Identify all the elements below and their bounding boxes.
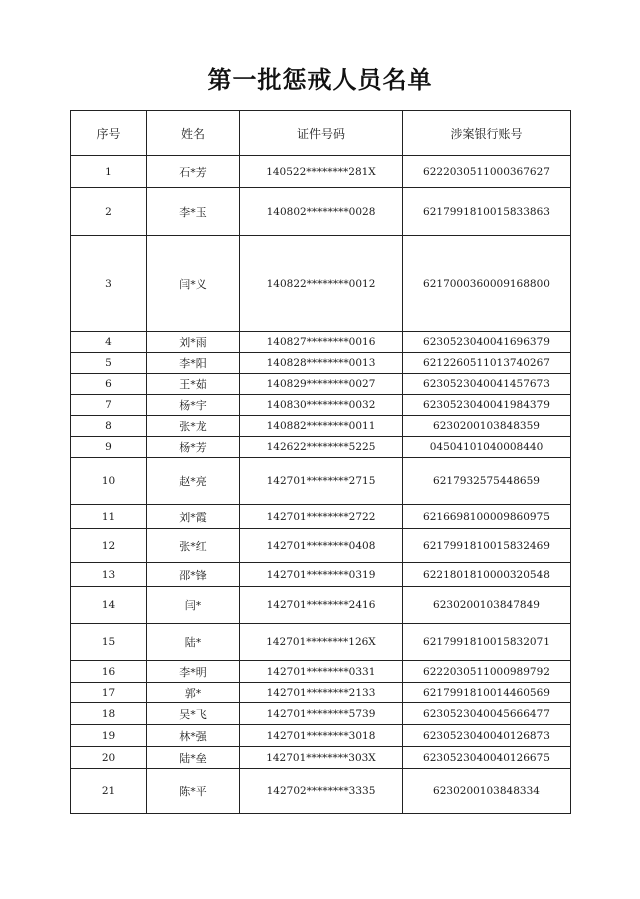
row-bank-account: 6230523040041457673	[403, 374, 571, 395]
table-row	[71, 563, 571, 587]
row-seq: 10	[71, 458, 147, 505]
row-name: 张*红	[147, 529, 240, 563]
row-seq: 15	[71, 624, 147, 661]
row-bank-account: 04504101040008440	[403, 437, 571, 458]
row-name: 刘*雨	[147, 332, 240, 353]
row-seq: 16	[71, 661, 147, 683]
table-row	[71, 661, 571, 683]
row-seq: 18	[71, 703, 147, 725]
row-name: 赵*亮	[147, 458, 240, 505]
row-bank-account: 6221801810000320548	[403, 563, 571, 587]
row-bank-account: 6217991810014460569	[403, 683, 571, 703]
row-bank-account: 6216698100009860975	[403, 505, 571, 529]
row-seq: 3	[71, 236, 147, 332]
row-name: 陆*垒	[147, 747, 240, 769]
row-id-number: 140882********0011	[240, 416, 403, 437]
table-row	[71, 703, 571, 725]
row-name: 陈*平	[147, 769, 240, 814]
row-name: 闫*义	[147, 236, 240, 332]
row-name: 邵*锋	[147, 563, 240, 587]
row-seq: 1	[71, 156, 147, 188]
table-row	[71, 624, 571, 661]
table-row	[71, 437, 571, 458]
row-name: 李*阳	[147, 353, 240, 374]
row-id-number: 142701********0331	[240, 661, 403, 683]
row-name: 陆*	[147, 624, 240, 661]
row-id-number: 142701********126X	[240, 624, 403, 661]
row-bank-account: 6222030511000989792	[403, 661, 571, 683]
header-bank-account: 涉案银行账号	[403, 111, 571, 156]
row-bank-account: 6230200103847849	[403, 587, 571, 624]
row-bank-account: 6212260511013740267	[403, 353, 571, 374]
row-id-number: 142701********2416	[240, 587, 403, 624]
row-id-number: 140828********0013	[240, 353, 403, 374]
row-bank-account: 6217932575448659	[403, 458, 571, 505]
row-id-number: 140830********0032	[240, 395, 403, 416]
row-name: 李*明	[147, 661, 240, 683]
row-id-number: 140522********281X	[240, 156, 403, 188]
table-row	[71, 769, 571, 814]
row-id-number: 142701********0408	[240, 529, 403, 563]
row-name: 王*茹	[147, 374, 240, 395]
row-id-number: 140829********0027	[240, 374, 403, 395]
row-seq: 7	[71, 395, 147, 416]
row-seq: 5	[71, 353, 147, 374]
table-row	[71, 374, 571, 395]
row-seq: 20	[71, 747, 147, 769]
table-row	[71, 683, 571, 703]
table-body	[71, 156, 571, 814]
row-seq: 19	[71, 725, 147, 747]
table-row	[71, 458, 571, 505]
row-name: 闫*	[147, 587, 240, 624]
table-row	[71, 395, 571, 416]
table-row	[71, 505, 571, 529]
row-bank-account: 6222030511000367627	[403, 156, 571, 188]
row-name: 杨*芳	[147, 437, 240, 458]
row-bank-account: 6230523040040126675	[403, 747, 571, 769]
row-name: 杨*宇	[147, 395, 240, 416]
row-bank-account: 6217991810015832071	[403, 624, 571, 661]
row-seq: 14	[71, 587, 147, 624]
row-name: 郭*	[147, 683, 240, 703]
row-seq: 11	[71, 505, 147, 529]
row-id-number: 142701********2715	[240, 458, 403, 505]
row-name: 石*芳	[147, 156, 240, 188]
row-seq: 13	[71, 563, 147, 587]
header-id-number: 证件号码	[240, 111, 403, 156]
row-id-number: 142701********3018	[240, 725, 403, 747]
page-title: 第一批惩戒人员名单	[207, 65, 433, 94]
row-bank-account: 6217000360009168800	[403, 236, 571, 332]
row-bank-account: 6217991810015833863	[403, 188, 571, 236]
row-seq: 9	[71, 437, 147, 458]
table-row	[71, 332, 571, 353]
table-row	[71, 747, 571, 769]
row-name: 张*龙	[147, 416, 240, 437]
row-seq: 8	[71, 416, 147, 437]
header-seq: 序号	[71, 111, 147, 156]
table-row	[71, 416, 571, 437]
row-bank-account: 6217991810015832469	[403, 529, 571, 563]
penalty-list-table	[70, 110, 571, 814]
header-name: 姓名	[147, 111, 240, 156]
row-id-number: 140802********0028	[240, 188, 403, 236]
row-id-number: 140822********0012	[240, 236, 403, 332]
row-id-number: 142702********3335	[240, 769, 403, 814]
row-bank-account: 6230200103848334	[403, 769, 571, 814]
row-id-number: 142622********5225	[240, 437, 403, 458]
row-bank-account: 6230523040041984379	[403, 395, 571, 416]
row-name: 林*强	[147, 725, 240, 747]
table-row	[71, 353, 571, 374]
row-id-number: 142701********2133	[240, 683, 403, 703]
row-id-number: 142701********5739	[240, 703, 403, 725]
table-row	[71, 188, 571, 236]
row-id-number: 140827********0016	[240, 332, 403, 353]
table-header-row	[71, 111, 571, 156]
table-row	[71, 529, 571, 563]
row-id-number: 142701********303X	[240, 747, 403, 769]
row-bank-account: 6230523040040126873	[403, 725, 571, 747]
row-bank-account: 6230523040045666477	[403, 703, 571, 725]
row-seq: 2	[71, 188, 147, 236]
row-seq: 21	[71, 769, 147, 814]
row-seq: 17	[71, 683, 147, 703]
row-seq: 12	[71, 529, 147, 563]
row-name: 李*玉	[147, 188, 240, 236]
row-name: 吴*飞	[147, 703, 240, 725]
row-seq: 4	[71, 332, 147, 353]
row-bank-account: 6230200103848359	[403, 416, 571, 437]
row-id-number: 142701********2722	[240, 505, 403, 529]
row-bank-account: 6230523040041696379	[403, 332, 571, 353]
table-row	[71, 725, 571, 747]
table-row	[71, 156, 571, 188]
table-row	[71, 587, 571, 624]
table-row	[71, 236, 571, 332]
row-id-number: 142701********0319	[240, 563, 403, 587]
row-name: 刘*霞	[147, 505, 240, 529]
row-seq: 6	[71, 374, 147, 395]
